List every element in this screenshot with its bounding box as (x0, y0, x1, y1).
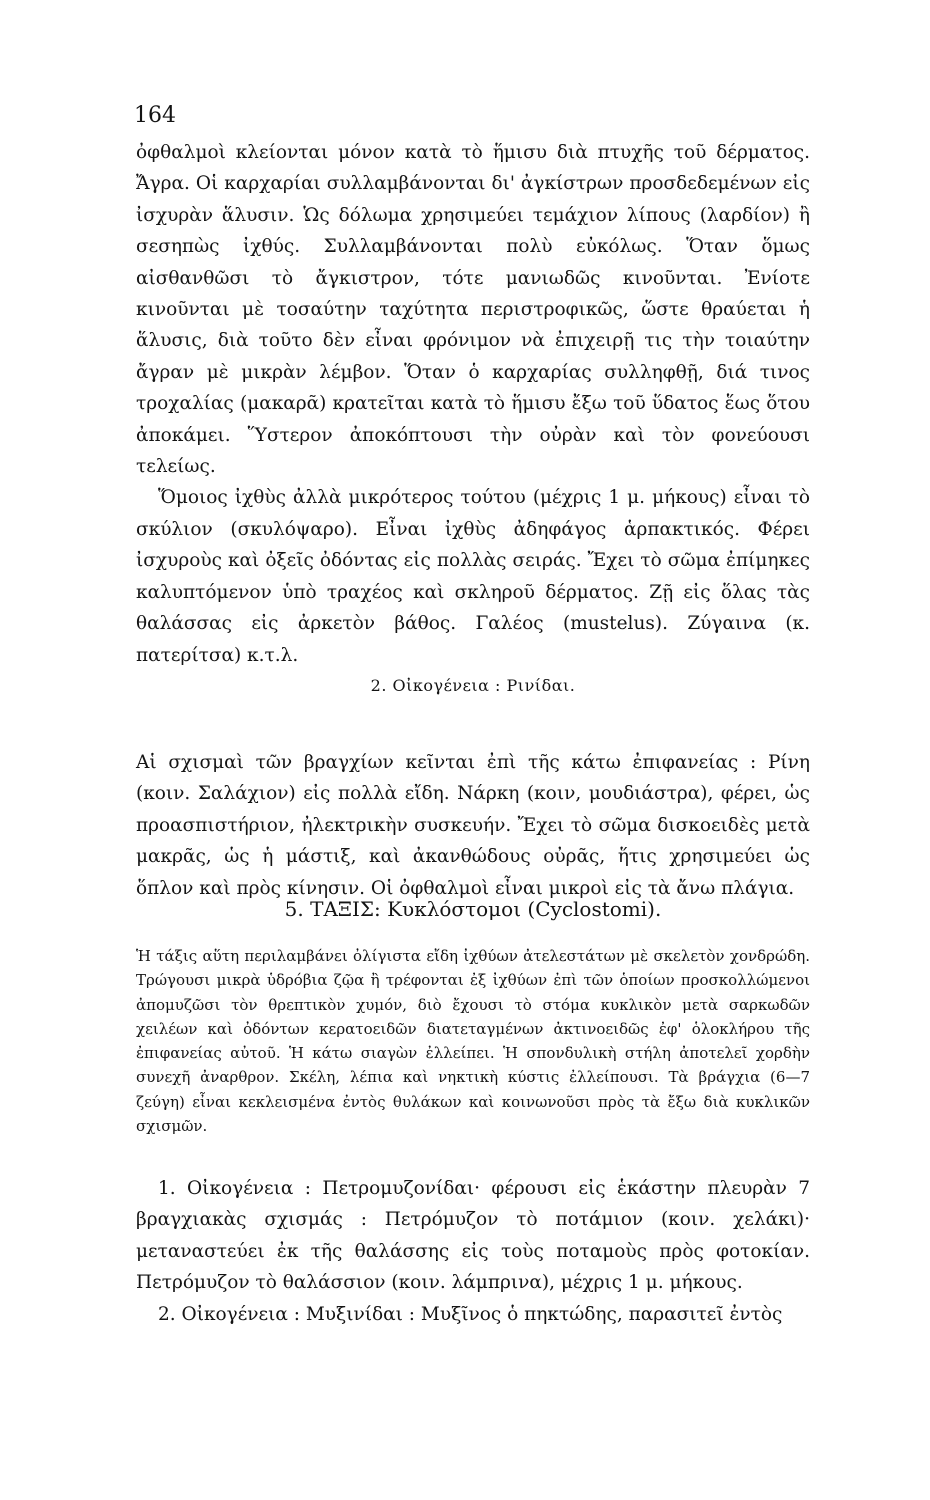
paragraph-text: Ὅμοιος ἰχθὺς ἀλλὰ μικρότερος τούτου (μέχρις 1 μ. μήκους) εἶναι τὸ σκύλιον (σκυλόψαρο). Εἶναι ἰχθὺς ἀδηφάγος ἁρπακτικός. Φέρει ἰσχυροὺς καὶ ὀξεῖς ὀδόντας εἰς πολλὰς σειράς. Ἔχει τὸ σῶμα ἐπίμηκες καλυπτόμενον ὑπὸ τραχέος καὶ σκληροῦ δέρματος. Ζῇ εἰς ὅλας τὰς θαλάσσας εἰς ἀρκετὸν βάθος. Γαλέος (mustelus). Ζύγαινα (κ. πατερίτσα) κ.τ.λ. (136, 487, 810, 666)
order-heading-cyclostomi: 5. ΤΑΞΙΣ: Κυκλόστομοι (Cyclostomi). (284, 897, 662, 921)
paragraph-text: ὀφθαλμοὶ κλείονται μόνον κατὰ τὸ ἥμισυ διὰ πτυχῆς τοῦ δέρματος. Ἄγρα. Οἱ καρχαρίαι συλλαμβάνονται δι' ἀγκίστρων προσδεδεμένων εἰς ἰσχυρὰν ἅλυσιν. Ὡς δόλωμα χρησιμεύει τεμάχιον λίπους (λαρδίον) ἢ σεσηπὼς ἰχθύς. Συλλαμβάνονται πολὺ εὐκόλως. Ὅταν ὅμως αἰσθανθῶσι τὸ ἄγκιστρον, τότε μανιωδῶς κινοῦνται. Ἐνίοτε κινοῦνται μὲ τοσαύτην ταχύτητα περιστροφικῶς, ὥστε θραύεται ἡ ἅλυσις, διὰ τοῦτο δὲν εἶναι φρόνιμον νὰ ἐπιχειρῇ τις τὴν τοιαύτην ἄγραν μὲ μικρὰν λέμβον. Ὅταν ὁ καρχαρίας συλληφθῇ, διά τινος τροχαλίας (μακαρᾶ) κρατεῖται κατὰ τὸ ἥμισυ ἔξω τοῦ ὕδατος ἕως ὅτου ἀποκάμει. Ὕστερον ἀποκόπτουσι τὴν οὐρὰν καὶ τὸν φονεύουσι τελείως. (136, 142, 810, 478)
page-number: 164 (134, 103, 176, 128)
family-petromyzonidae-text: 1. Οἰκογένεια : Πετρομυζονίδαι· φέρουσι εἰς ἑκάστην πλευρὰν 7 βραγχιακὰς σχισμάς : Πετρόμυζον τὸ ποτάμιον (κοιν. χελάκι)· μεταναστεύει ἐκ τῆς θαλάσσης εἰς τοὺς ποταμοὺς πρὸς φοτοκίαν. Πετρόμυζον τὸ θαλάσσιον (κοιν. λάμπρινα), μέχρις 1 μ. μήκους. (136, 1178, 810, 1294)
paragraph-rays: Αἱ σχισμαὶ τῶν βραγχίων κεῖνται ἐπὶ τῆς κάτω ἐπιφανείας : Ρίνη (κοιν. Σαλάχιον) εἰς πολλὰ εἴδη. Νάρκη (κοιν, μουδιάστρα), φέρει, ὡς προασπιστήριον, ἠλεκτρικὴν συσκευήν. Ἔχει τὸ σῶμα δισκοειδὲς μετὰ μακρᾶς, ὡς ἡ μάστιξ, καὶ ἀκανθώδους οὐρᾶς, ἥτις χρησιμεύει ὡς ὅπλον καὶ πρὸς κίνησιν. Οἱ ὀφθαλμοὶ εἶναι μικροὶ εἰς τὰ ἄνω πλάγια. (136, 752, 810, 899)
paragraph-cyclostomi-description: Ἡ τάξις αὕτη περιλαμβάνει ὀλίγιστα εἴδη ἰχθύων ἀτελεστάτων μὲ σκελετὸν χονδρώδη. Τρώγουσι μικρὰ ὑδρόβια ζῷα ἢ τρέφονται ἐξ ἰχθύων ἐπὶ τῶν ὁποίων προσκολλώμενοι ἀπομυζῶσι τὸν θρεπτικὸν χυμόν, διὸ ἔχουσι τὸ στόμα κυκλικὸν μετὰ σαρκωδῶν χειλέων καὶ ὀδόντων κερατοειδῶν διατεταγμένων ἀκτινοειδῶς ἐφ' ὁλοκλήρου τῆς ἐπιφανείας αὐτοῦ. Ἡ κάτω σιαγὼν ἐλλείπει. Ἡ σπονδυλικὴ στήλη ἀποτελεῖ χορδὴν συνεχῆ ἀναρθρον. Σκέλη, λέπια καὶ νηκτικὴ κύστις ἐλλείπουσι. Τὰ βράγχια (6—7 ζεύγη) εἶναι κεκλεισμένα ἐντὸς θυλάκων καὶ κοινωνοῦσι πρὸς τὰ ἔξω διὰ κυκλικῶν σχισμῶν. (136, 947, 810, 1136)
family-myxinidae-text: 2. Οἰκογένεια : Μυξινίδαι : Μυξῖνος ὁ πηκτώδης, παρασιτεῖ ἐντὸς (158, 1303, 783, 1325)
paragraph-families (136, 1173, 810, 1330)
paragraph-sharks-fishing (136, 137, 810, 671)
family-heading-rinidae: 2. Οἰκογένεια : Ρινίδαι. (370, 676, 576, 695)
